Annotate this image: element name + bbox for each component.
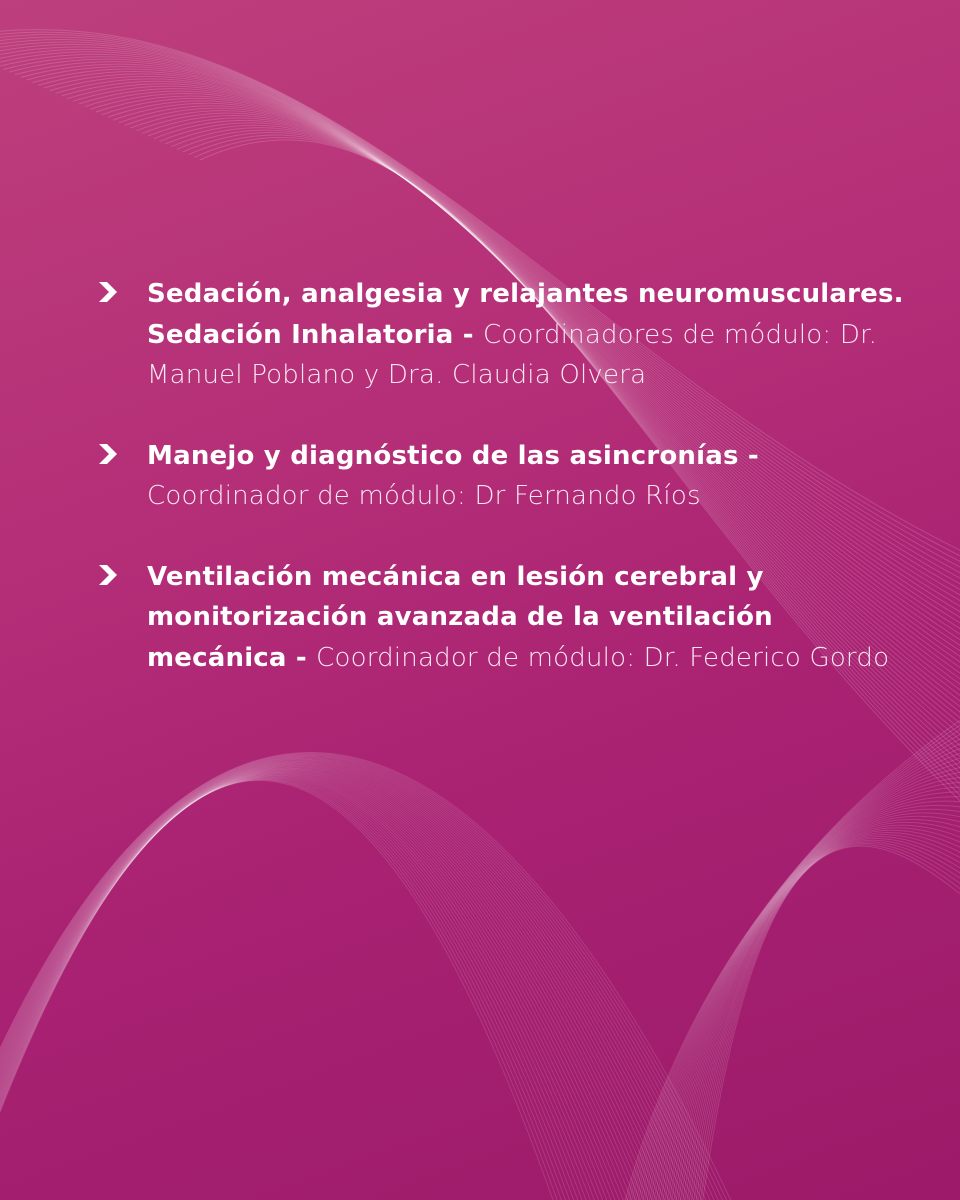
wave-line bbox=[675, 825, 960, 1200]
module-coordinator: Coordinador de módulo: Dr. Federico Gordo bbox=[316, 642, 890, 673]
wave-line bbox=[643, 763, 960, 1200]
wave-line bbox=[0, 767, 652, 1200]
wave-line bbox=[0, 776, 593, 1200]
wave-line bbox=[0, 753, 736, 1200]
module-title: Sedación, analgesia y relajantes neuromusculares. Sedación Inhalatoria bbox=[147, 279, 904, 350]
wave-line bbox=[627, 719, 960, 1200]
module-item-ventilacion bbox=[96, 557, 916, 679]
wave-line bbox=[0, 770, 635, 1200]
module-separator: - bbox=[453, 319, 484, 350]
wave-line bbox=[666, 813, 960, 1200]
wave-line bbox=[0, 754, 732, 1200]
wave-line bbox=[638, 750, 960, 1200]
wave-line bbox=[0, 777, 589, 1200]
module-coordinator: Coordinadores de módulo: Dr. Manuel Poblano y Dra. Claudia Olvera bbox=[147, 319, 878, 390]
chevron-right-icon bbox=[96, 563, 120, 587]
wave-line bbox=[700, 846, 960, 1200]
wave-line bbox=[0, 775, 598, 1200]
wave-line bbox=[0, 766, 660, 1200]
wave-line bbox=[0, 755, 727, 1200]
wave-line bbox=[0, 774, 610, 1200]
wave-line bbox=[0, 780, 560, 1200]
wave-line bbox=[0, 764, 673, 1200]
wave-line bbox=[0, 761, 690, 1200]
module-list bbox=[96, 274, 916, 718]
wave-line bbox=[0, 779, 573, 1200]
wave-line bbox=[654, 792, 960, 1200]
wave-line bbox=[0, 757, 715, 1200]
wave-line bbox=[0, 778, 577, 1200]
wave-line bbox=[677, 828, 960, 1200]
wave-line bbox=[663, 809, 960, 1200]
wave-line bbox=[693, 842, 960, 1200]
wave-line bbox=[0, 752, 740, 1200]
wave-line bbox=[659, 801, 960, 1200]
wave-line bbox=[0, 779, 568, 1200]
wave-line bbox=[0, 758, 711, 1200]
wave-line bbox=[657, 797, 960, 1200]
wave-line bbox=[625, 713, 960, 1200]
module-item-sedacion bbox=[96, 274, 916, 396]
wave-line bbox=[652, 787, 960, 1200]
wave-line bbox=[668, 816, 960, 1200]
wave-line bbox=[0, 765, 669, 1200]
wave-line bbox=[684, 835, 960, 1200]
wave-line bbox=[679, 830, 960, 1200]
wave-line bbox=[682, 833, 960, 1200]
wave-line bbox=[650, 781, 960, 1200]
wave-line bbox=[0, 772, 623, 1200]
wave-line bbox=[673, 822, 960, 1200]
wave-line bbox=[641, 757, 960, 1200]
wave-line bbox=[0, 761, 694, 1200]
wave-line bbox=[0, 775, 602, 1200]
module-coordinator: Coordinador de módulo: Dr Fernando Ríos bbox=[147, 481, 701, 511]
wave-line bbox=[0, 769, 644, 1200]
wave-line bbox=[0, 763, 677, 1200]
wave-line bbox=[0, 759, 702, 1200]
wave-line bbox=[0, 767, 656, 1200]
wave-line bbox=[0, 773, 614, 1200]
wave-line bbox=[0, 756, 723, 1200]
wave-line bbox=[0, 778, 581, 1200]
wave-line bbox=[661, 805, 960, 1200]
wave-line bbox=[629, 725, 960, 1200]
wave-line bbox=[622, 706, 960, 1200]
module-title: Manejo y diagnóstico de las asincronías bbox=[147, 440, 739, 471]
chevron-right-icon bbox=[96, 280, 120, 304]
wave-line bbox=[0, 771, 627, 1200]
wave-line bbox=[0, 765, 665, 1200]
wave-line bbox=[691, 840, 960, 1200]
wave-line bbox=[0, 763, 681, 1200]
wave-line bbox=[620, 700, 960, 1200]
chevron-right-icon bbox=[96, 442, 120, 466]
wave-line bbox=[636, 744, 960, 1200]
wave-line bbox=[0, 771, 631, 1200]
wave-line bbox=[0, 768, 648, 1200]
wave-line bbox=[698, 845, 960, 1200]
wave-line bbox=[0, 760, 698, 1200]
wave-line bbox=[0, 774, 606, 1200]
wave-line bbox=[670, 819, 960, 1200]
wave-line bbox=[647, 775, 960, 1200]
module-separator: - bbox=[286, 642, 317, 673]
wave-line bbox=[686, 837, 960, 1200]
wave-line bbox=[689, 838, 960, 1200]
module-item-asincronias bbox=[96, 436, 916, 517]
wave-line bbox=[645, 769, 960, 1200]
wave-line bbox=[0, 762, 686, 1200]
wave-line bbox=[695, 843, 960, 1200]
wave-line bbox=[634, 738, 960, 1200]
wave-line bbox=[0, 769, 640, 1200]
wave-line bbox=[0, 756, 719, 1200]
wave-line bbox=[0, 758, 707, 1200]
wave-line bbox=[631, 731, 960, 1200]
module-separator: - bbox=[738, 440, 759, 471]
wave-line bbox=[0, 772, 619, 1200]
module-title: Ventilación mecánica en lesión cerebral y monitorización avanzada de la ventilación mecánica bbox=[147, 561, 773, 673]
wave-line bbox=[0, 780, 564, 1200]
wave-line bbox=[0, 777, 585, 1200]
